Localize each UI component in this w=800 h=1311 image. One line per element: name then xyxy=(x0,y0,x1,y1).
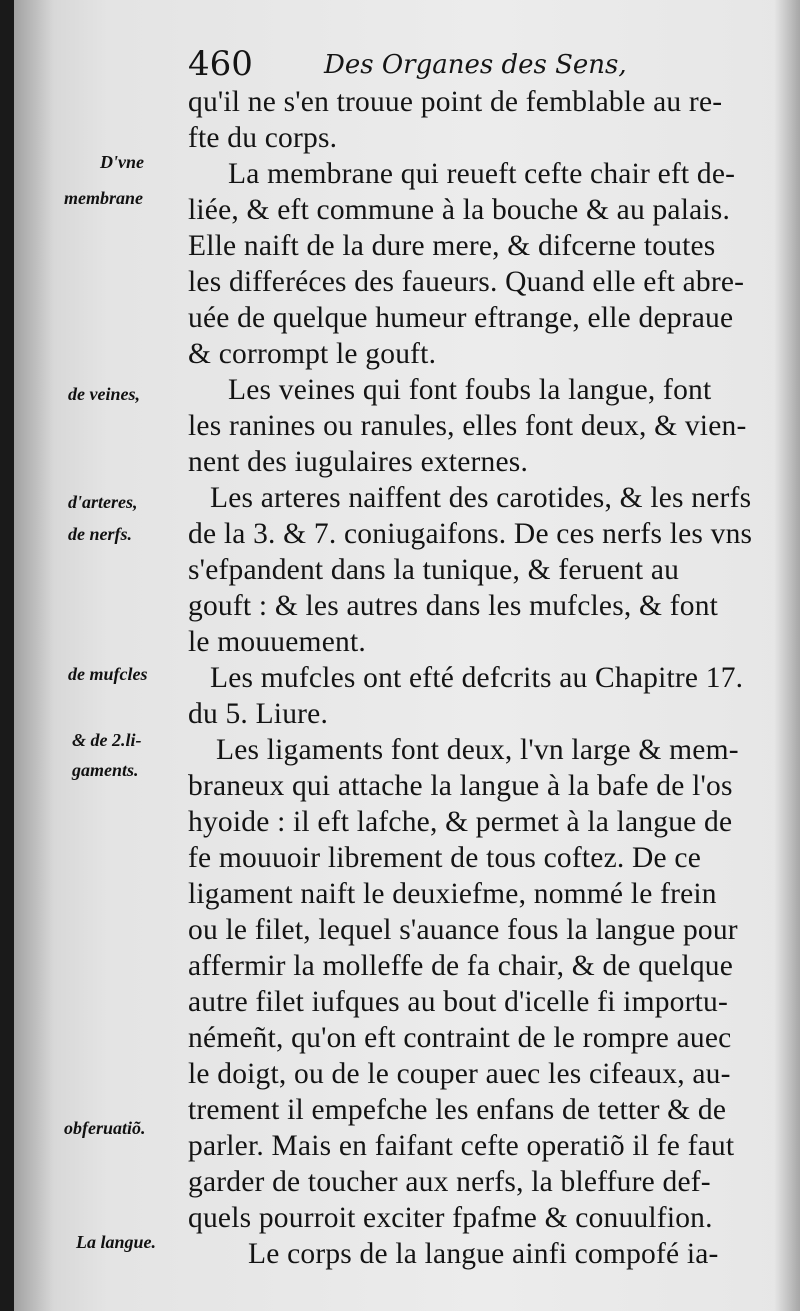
text-line: Les arteres naiffent des carotides, & les nerfs xyxy=(210,482,752,514)
text-line: le mouuement. xyxy=(188,626,366,658)
page-header xyxy=(174,44,774,88)
text-line: gouft : & les autres dans les mufcles, & font xyxy=(188,590,719,622)
text-line: trement il empefche les enfans de tetter & de xyxy=(188,1094,727,1126)
text-line: ligament naift le deuxiefme, nommé le frein xyxy=(188,878,717,910)
text-line: les differéces des faueurs. Quand elle eft abre- xyxy=(188,266,745,298)
text-line: Le corps de la langue ainfi compofé ia- xyxy=(248,1238,719,1270)
margin-note-ligaments-1: & de 2.li- xyxy=(72,730,142,750)
text-line: les ranines ou ranules, elles font deux, & vien- xyxy=(188,410,747,442)
text-line: Les ligaments font deux, l'vn large & mem- xyxy=(216,734,739,766)
text-line: La membrane qui reueft cefte chair eft de- xyxy=(228,158,736,190)
book-page xyxy=(14,0,800,1311)
text-line: némeñt, qu'on eft contraint de le rompre auec xyxy=(188,1022,732,1054)
text-line: garder de toucher aux nerfs, la bleffure def- xyxy=(188,1166,711,1198)
margin-note-d-une: D'vne xyxy=(100,152,144,172)
margin-note-membrane: membrane xyxy=(64,188,143,208)
edge-shadow xyxy=(774,0,800,1311)
text-line: affermir la molleffe de fa chair, & de quelque xyxy=(188,950,734,982)
text-line: liée, & eft commune à la bouche & au palais. xyxy=(188,194,731,226)
text-line: hyoide : il eft lafche, & permet à la langue de xyxy=(188,806,733,838)
margin-note-observation: obferuatiõ. xyxy=(64,1118,146,1138)
text-line: le doigt, ou de le couper auec les cifeaux, au- xyxy=(188,1058,731,1090)
margin-note-muscles: de mufcles xyxy=(68,664,148,684)
text-line: fte du corps. xyxy=(188,122,338,154)
text-line: fe mouuoir librement de tous coftez. De ce xyxy=(188,842,701,874)
text-line: nent des iugulaires externes. xyxy=(188,446,529,478)
text-line: qu'il ne s'en trouue point de femblable au re- xyxy=(188,86,723,118)
text-line: braneux qui attache la langue à la bafe de l'os xyxy=(188,770,733,802)
margin-note-arteres: d'arteres, xyxy=(68,492,138,512)
margin-note-nerfs: de nerfs. xyxy=(68,524,132,544)
margin-note-veines: de veines, xyxy=(68,384,140,404)
text-line: quels pourroit exciter fpafme & conuulfion. xyxy=(188,1202,713,1234)
text-line: s'efpandent dans la tunique, & feruent au xyxy=(188,554,680,586)
text-line: Elle naift de la dure mere, & difcerne toutes xyxy=(188,230,716,262)
text-line: autre filet iufques au bout d'icelle fi importu- xyxy=(188,986,729,1018)
margin-note-ligaments-2: gaments. xyxy=(72,760,139,780)
text-line: du 5. Liure. xyxy=(188,698,329,730)
text-line: de la 3. & 7. coniugaifons. De ces nerfs les vns xyxy=(188,518,753,550)
gutter-shadow xyxy=(14,0,54,1311)
page-number: 460 xyxy=(188,44,253,84)
running-title: Des Organes des Sens, xyxy=(324,50,627,80)
text-line: ou le filet, lequel s'auance fous la langue pour xyxy=(188,914,738,946)
text-line: Les mufcles ont efté defcrits au Chapitre 17. xyxy=(210,662,744,694)
text-line: parler. Mais en faifant cefte operatiõ il fe faut xyxy=(188,1130,735,1162)
text-line: Les veines qui font foubs la langue, font xyxy=(228,374,712,406)
text-line: & corrompt le gouft. xyxy=(188,338,437,370)
margin-note-langue: La langue. xyxy=(76,1232,157,1252)
text-line: uée de quelque humeur eftrange, elle depraue xyxy=(188,302,734,334)
